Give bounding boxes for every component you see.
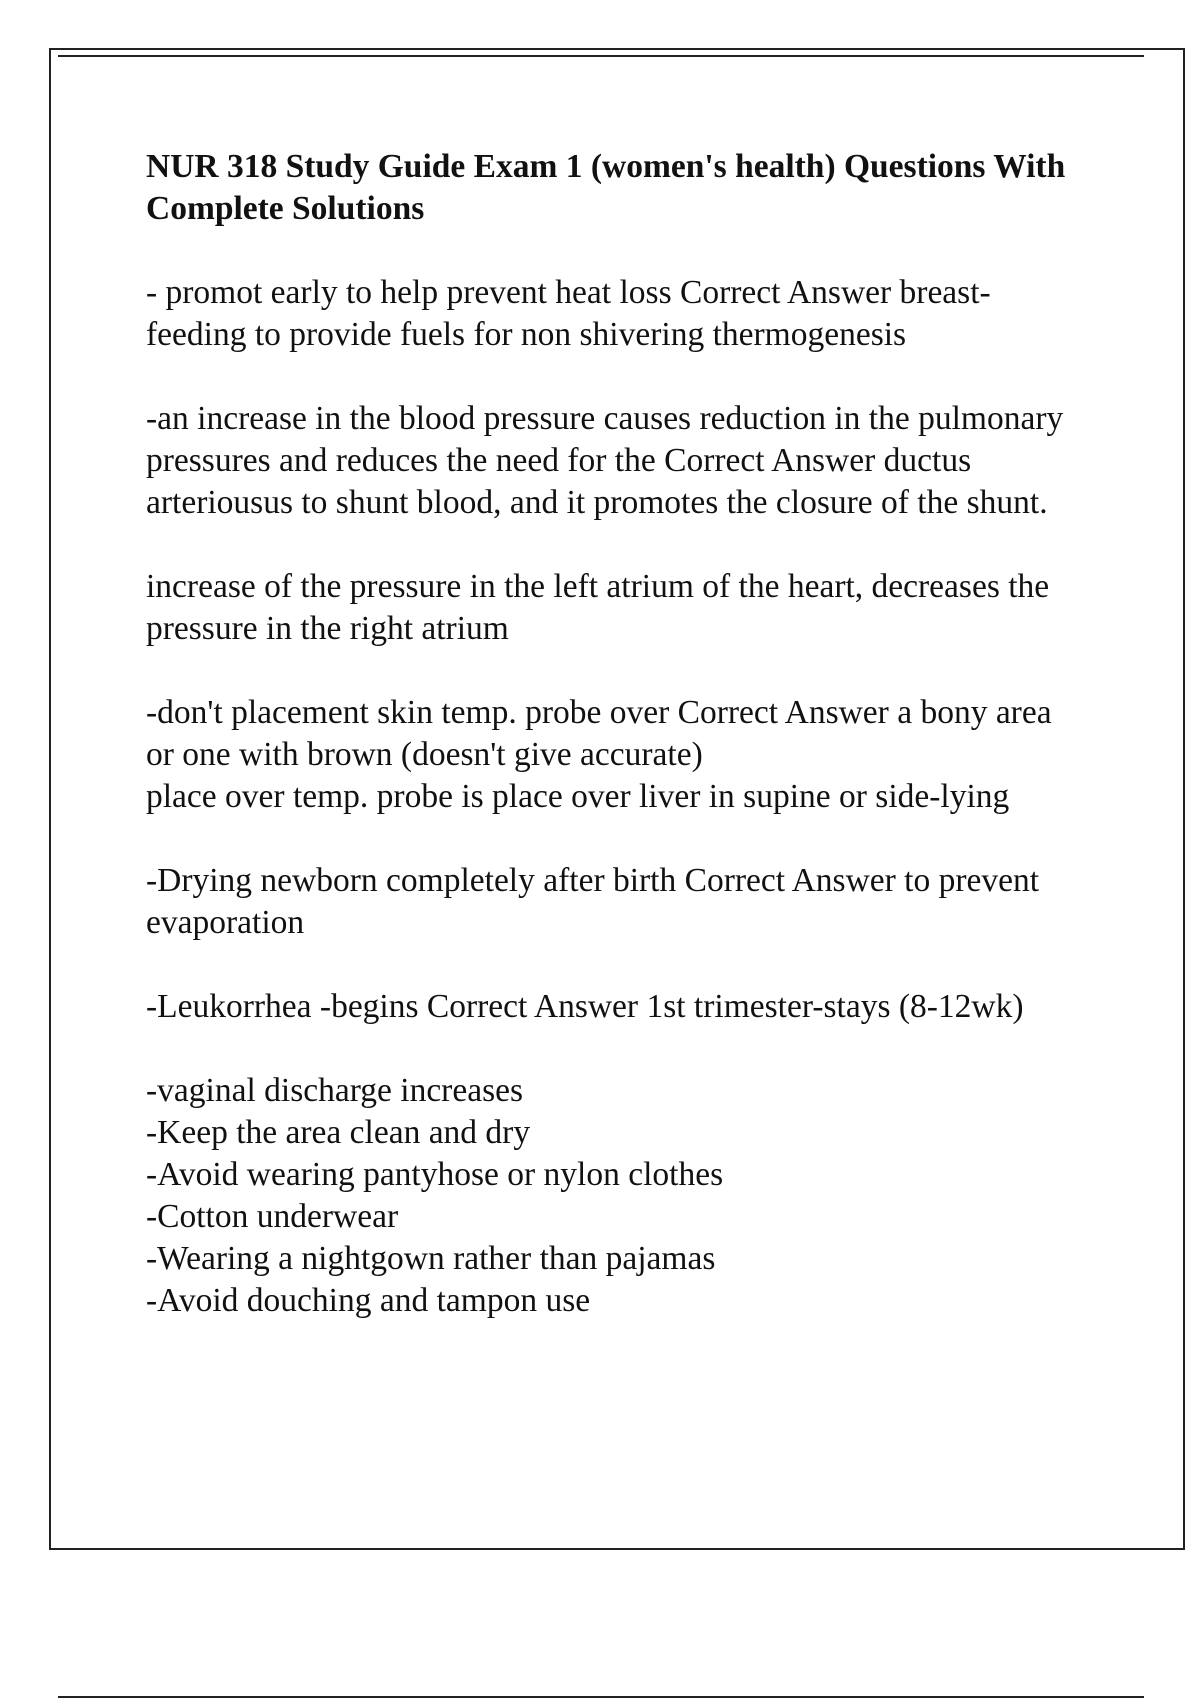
qa-entry-3: increase of the pressure in the left atrium of the heart, decreases the pressure in the right atrium: [146, 568, 1050, 647]
qa-entry-2: -an increase in the blood pressure causes reduction in the pulmonary pressures and reduces the need for the Correct Answer ductus arteriousus to shunt blood, and it promotes the closure of the shunt.: [146, 400, 1064, 521]
document-title: NUR 318 Study Guide Exam 1 (women's health) Questions With Complete Solutions: [146, 148, 1066, 227]
bottom-rule: [58, 1696, 1144, 1698]
qa-entry-6: -Leukorrhea -begins Correct Answer 1st trimester-stays (8-12wk): [146, 988, 1024, 1025]
qa-entry-7: -vaginal discharge increases -Keep the area clean and dry -Avoid wearing pantyhose or nylon clothes -Cotton underwear -Wearing a nightgown rather than pajamas -Avoid douching and tampon use: [146, 1072, 724, 1319]
top-rule: [58, 55, 1144, 57]
qa-entry-1: - promot early to help prevent heat loss Correct Answer breast-feeding to provide fuels for non shivering thermogenesis: [146, 274, 991, 353]
qa-entry-5: -Drying newborn completely after birth Correct Answer to prevent evaporation: [146, 862, 1040, 941]
qa-entry-4: -don't placement skin temp. probe over Correct Answer a bony area or one with brown (doesn't give accurate) place over temp. probe is place over liver in supine or side-lying: [146, 694, 1052, 815]
document-body: [146, 146, 1086, 1364]
